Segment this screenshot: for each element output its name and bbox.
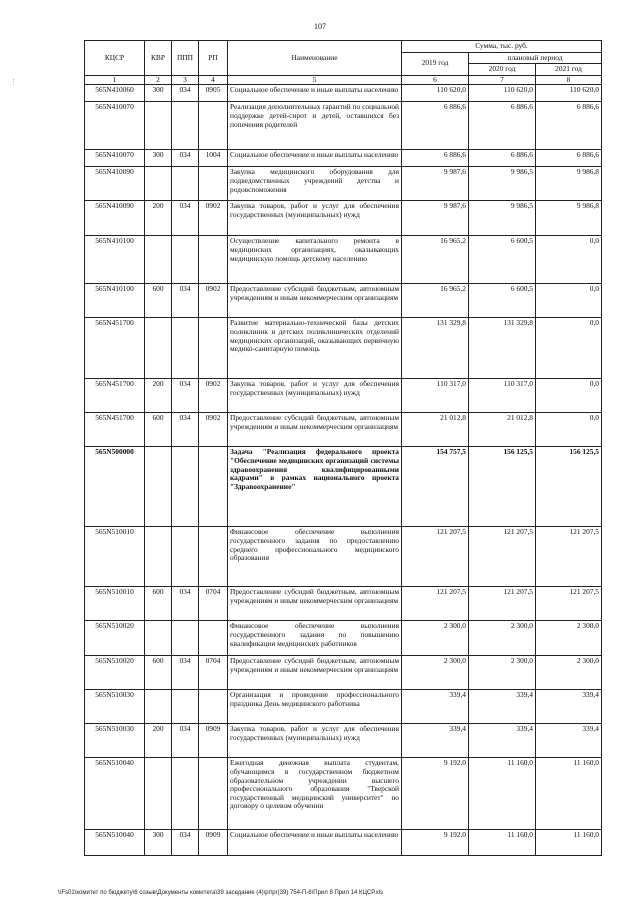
name-cell: Организация и проведение профессионального праздника День медицинского работника	[228, 690, 402, 724]
column-numbers-row	[85, 75, 602, 85]
name-cell: Задача "Реализация федерального проекта "Обеспечение медицинских организаций системы здравоохранения квалифицированными кадрами" в рамках национального проекта "Здравоохранение"	[228, 447, 402, 527]
ppp-cell: 034	[172, 201, 199, 236]
value-2021-cell: 0,0	[536, 236, 602, 284]
header-year-2020: 2020 год	[469, 64, 536, 76]
name-cell: Социальное обеспечение и иные выплаты населению	[228, 150, 402, 167]
header-kvr: КВР	[145, 41, 172, 76]
ppp-cell: 034	[172, 587, 199, 621]
ppp-cell: 034	[172, 150, 199, 167]
table-body	[85, 85, 602, 856]
rp-cell: 0902	[199, 201, 228, 236]
value-2020-cell: 21 012,8	[469, 413, 536, 447]
name-cell: Предоставление субсидий бюджетным, автономным учреждениям и иным некоммерческим организациям	[228, 587, 402, 621]
kvr-cell: 200	[145, 379, 172, 413]
value-2021-cell: 339,4	[536, 724, 602, 758]
value-2020-cell: 339,4	[469, 724, 536, 758]
name-cell: Закупка товаров, работ и услуг для обеспечения государственных (муниципальных) нужд	[228, 201, 402, 236]
budget-table	[84, 40, 602, 856]
ppp-cell	[172, 527, 199, 587]
kvr-cell: 600	[145, 284, 172, 318]
table-row	[85, 85, 602, 102]
value-2021-cell: 0,0	[536, 379, 602, 413]
header-sum: Сумма, тыс. руб.	[402, 41, 602, 53]
value-2019-cell: 121 207,5	[402, 587, 469, 621]
table-row	[85, 758, 602, 830]
header-rp: РП	[199, 41, 228, 76]
table-row	[85, 236, 602, 284]
value-2020-cell: 2 300,0	[469, 621, 536, 656]
col-number: 3	[172, 75, 199, 85]
name-cell: Социальное обеспечение и иные выплаты населению	[228, 830, 402, 856]
value-2019-cell: 2 300,0	[402, 656, 469, 690]
rp-cell	[199, 318, 228, 379]
value-2019-cell: 339,4	[402, 724, 469, 758]
value-2021-cell: 6 886,6	[536, 150, 602, 167]
ppp-cell	[172, 236, 199, 284]
kvr-cell: 300	[145, 150, 172, 167]
value-2020-cell: 121 207,5	[469, 527, 536, 587]
value-2021-cell: 121 207,5	[536, 587, 602, 621]
value-2020-cell: 2 300,0	[469, 656, 536, 690]
kvr-cell	[145, 758, 172, 830]
ppp-cell	[172, 167, 199, 201]
kcsr-cell: 565N510020	[85, 621, 145, 656]
rp-cell: 0902	[199, 413, 228, 447]
table-row	[85, 167, 602, 201]
col-number: 4	[199, 75, 228, 85]
col-number: 7	[469, 75, 536, 85]
rp-cell: 0902	[199, 284, 228, 318]
header-year-2021: 2021 год	[536, 64, 602, 76]
value-2020-cell: 9 986,5	[469, 167, 536, 201]
kcsr-cell: 565N410070	[85, 102, 145, 150]
ppp-cell: 034	[172, 656, 199, 690]
table-row	[85, 102, 602, 150]
table-row	[85, 724, 602, 758]
ppp-cell: 034	[172, 379, 199, 413]
table-row	[85, 587, 602, 621]
name-cell: Предоставление субсидий бюджетным, автономным учреждениям и иным некоммерческим организациям	[228, 413, 402, 447]
kvr-cell	[145, 621, 172, 656]
table-row	[85, 379, 602, 413]
value-2019-cell: 2 300,0	[402, 621, 469, 656]
value-2021-cell: 11 160,0	[536, 758, 602, 830]
value-2020-cell: 6 886,6	[469, 102, 536, 150]
value-2021-cell: 0,0	[536, 318, 602, 379]
value-2019-cell: 121 207,5	[402, 527, 469, 587]
name-cell: Закупка медицинского оборудования для подведомственных учреждений детства и родовспоможения	[228, 167, 402, 201]
value-2019-cell: 9 192,0	[402, 758, 469, 830]
table-row	[85, 318, 602, 379]
ppp-cell: 034	[172, 830, 199, 856]
kvr-cell: 600	[145, 587, 172, 621]
kcsr-cell: 565N510030	[85, 724, 145, 758]
rp-cell: 0704	[199, 656, 228, 690]
kvr-cell	[145, 318, 172, 379]
kcsr-cell: 565N510040	[85, 830, 145, 856]
rp-cell: 0909	[199, 830, 228, 856]
name-cell: Предоставление субсидий бюджетным, автономным учреждениям и иным некоммерческим организациям	[228, 284, 402, 318]
rp-cell: 0704	[199, 587, 228, 621]
value-2021-cell: 0,0	[536, 284, 602, 318]
table-row	[85, 447, 602, 527]
value-2020-cell: 121 207,5	[469, 587, 536, 621]
value-2020-cell: 339,4	[469, 690, 536, 724]
kvr-cell: 300	[145, 85, 172, 102]
col-number: 2	[145, 75, 172, 85]
rp-cell	[199, 447, 228, 527]
rp-cell: 0905	[199, 85, 228, 102]
value-2020-cell: 6 886,6	[469, 150, 536, 167]
value-2021-cell: 339,4	[536, 690, 602, 724]
value-2019-cell: 9 192,0	[402, 830, 469, 856]
rp-cell: 0902	[199, 379, 228, 413]
kcsr-cell: 565N510010	[85, 587, 145, 621]
name-cell: Ежегодная денежная выплата студентам, обучающимся в государственном бюджетном образовательном учреждении высшего профессионального образования "Тверской государственный медицинский университет" по договору о целевом обучении	[228, 758, 402, 830]
kcsr-cell: 565N410090	[85, 201, 145, 236]
ppp-cell	[172, 621, 199, 656]
value-2021-cell: 9 986,8	[536, 167, 602, 201]
rp-cell: 1004	[199, 150, 228, 167]
name-cell: Развитие материально-технической базы детских поликлиник и детских поликлинических отделений медицинских организаций, оказывающих первичную медико-санитарную помощь	[228, 318, 402, 379]
value-2019-cell: 131 329,8	[402, 318, 469, 379]
page-number: 107	[314, 22, 326, 31]
value-2019-cell: 110 620,0	[402, 85, 469, 102]
value-2020-cell: 11 160,0	[469, 830, 536, 856]
kvr-cell	[145, 447, 172, 527]
header-plan-period: плановый период	[469, 52, 602, 64]
table-row	[85, 150, 602, 167]
kvr-cell: 200	[145, 724, 172, 758]
rp-cell	[199, 236, 228, 284]
value-2019-cell: 6 886,6	[402, 150, 469, 167]
ppp-cell: 034	[172, 413, 199, 447]
value-2019-cell: 6 886,6	[402, 102, 469, 150]
rp-cell	[199, 758, 228, 830]
table-row	[85, 690, 602, 724]
kcsr-cell: 565N451700	[85, 413, 145, 447]
rp-cell	[199, 167, 228, 201]
table-row	[85, 201, 602, 236]
kcsr-cell: 565N510030	[85, 690, 145, 724]
value-2020-cell: 6 600,5	[469, 236, 536, 284]
kcsr-cell: 565N451700	[85, 379, 145, 413]
kvr-cell	[145, 690, 172, 724]
table-row	[85, 527, 602, 587]
kcsr-cell: 565N510020	[85, 656, 145, 690]
margin-mark: ⋮	[10, 78, 18, 86]
value-2021-cell: 0,0	[536, 413, 602, 447]
value-2020-cell: 9 986,5	[469, 201, 536, 236]
kcsr-cell: 565N410100	[85, 236, 145, 284]
value-2020-cell: 6 600,5	[469, 284, 536, 318]
kvr-cell	[145, 102, 172, 150]
name-cell: Закупка товаров, работ и услуг для обеспечения государственных (муниципальных) нужд	[228, 724, 402, 758]
value-2019-cell: 339,4	[402, 690, 469, 724]
value-2019-cell: 9 987,6	[402, 201, 469, 236]
table-row	[85, 830, 602, 856]
kcsr-cell: 565N510010	[85, 527, 145, 587]
value-2020-cell: 11 160,0	[469, 758, 536, 830]
table-row	[85, 413, 602, 447]
kcsr-cell: 565N410100	[85, 284, 145, 318]
kvr-cell	[145, 167, 172, 201]
rp-cell	[199, 621, 228, 656]
ppp-cell: 034	[172, 85, 199, 102]
table-row	[85, 284, 602, 318]
table-row	[85, 621, 602, 656]
value-2020-cell: 131 329,8	[469, 318, 536, 379]
value-2021-cell: 156 125,5	[536, 447, 602, 527]
kvr-cell: 200	[145, 201, 172, 236]
kcsr-cell: 565N410060	[85, 85, 145, 102]
value-2021-cell: 2 300,0	[536, 621, 602, 656]
value-2019-cell: 16 965,2	[402, 236, 469, 284]
value-2019-cell: 16 965,2	[402, 284, 469, 318]
kvr-cell	[145, 527, 172, 587]
value-2021-cell: 121 207,5	[536, 527, 602, 587]
kcsr-cell: 565N410090	[85, 167, 145, 201]
name-cell: Финансовое обеспечение выполнения государственного задания по повышению квалификации медицинских работников	[228, 621, 402, 656]
ppp-cell: 034	[172, 724, 199, 758]
name-cell: Предоставление субсидий бюджетным, автономным учреждениям и иным некоммерческим организациям	[228, 656, 402, 690]
value-2019-cell: 110 317,0	[402, 379, 469, 413]
table-row	[85, 656, 602, 690]
kvr-cell: 300	[145, 830, 172, 856]
rp-cell	[199, 527, 228, 587]
value-2021-cell: 110 620,0	[536, 85, 602, 102]
rp-cell	[199, 102, 228, 150]
rp-cell: 0909	[199, 724, 228, 758]
header-kcsr: КЦСР	[85, 41, 145, 76]
kcsr-cell: 565N410070	[85, 150, 145, 167]
ppp-cell: 034	[172, 284, 199, 318]
header-year-2019: 2019 год	[402, 52, 469, 75]
ppp-cell	[172, 758, 199, 830]
col-number: 8	[536, 75, 602, 85]
value-2021-cell: 2 300,0	[536, 656, 602, 690]
value-2020-cell: 110 620,0	[469, 85, 536, 102]
col-number: 1	[85, 75, 145, 85]
col-number: 5	[228, 75, 402, 85]
header-name: Наименование	[228, 41, 402, 76]
name-cell: Закупка товаров, работ и услуг для обеспечения государственных (муниципальных) нужд	[228, 379, 402, 413]
kvr-cell: 600	[145, 413, 172, 447]
header-ppp: ППП	[172, 41, 199, 76]
ppp-cell	[172, 102, 199, 150]
rp-cell	[199, 690, 228, 724]
value-2019-cell: 9 987,6	[402, 167, 469, 201]
kcsr-cell: 565N500000	[85, 447, 145, 527]
file-path-footer: \\Fs01\комитет по бюджету\6 созыв\Документы комитета\39 заседание (4)\pr\pr(39) 754-П-6\Прил 8 Прил 14 КЦСР.xls	[58, 890, 384, 896]
value-2021-cell: 9 986,8	[536, 201, 602, 236]
table-header	[85, 41, 602, 85]
name-cell: Осуществление капитального ремонта в медицинских организациях, оказывающих медицинскую помощь детскому населению	[228, 236, 402, 284]
kvr-cell	[145, 236, 172, 284]
value-2020-cell: 156 125,5	[469, 447, 536, 527]
ppp-cell	[172, 690, 199, 724]
kcsr-cell: 565N451700	[85, 318, 145, 379]
ppp-cell	[172, 447, 199, 527]
kvr-cell: 600	[145, 656, 172, 690]
col-number: 6	[402, 75, 469, 85]
kcsr-cell: 565N510040	[85, 758, 145, 830]
value-2021-cell: 6 886,6	[536, 102, 602, 150]
ppp-cell	[172, 318, 199, 379]
value-2021-cell: 11 160,0	[536, 830, 602, 856]
value-2020-cell: 110 317,0	[469, 379, 536, 413]
name-cell: Социальное обеспечение и иные выплаты населению	[228, 85, 402, 102]
name-cell: Реализация дополнительных гарантий по социальной поддержке детей-сирот и детей, оставшихся без попечения родителей	[228, 102, 402, 150]
value-2019-cell: 154 757,5	[402, 447, 469, 527]
name-cell: Финансовое обеспечение выполнения государственного задания по предоставлению среднего профессионального медицинского образования	[228, 527, 402, 587]
value-2019-cell: 21 012,8	[402, 413, 469, 447]
